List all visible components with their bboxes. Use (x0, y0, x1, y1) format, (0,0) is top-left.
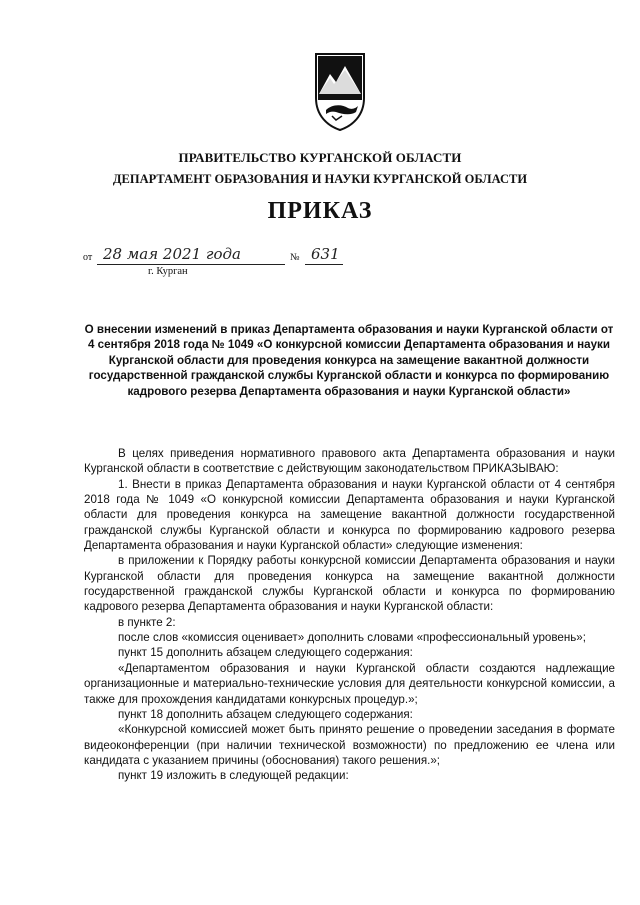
date-underline (97, 264, 285, 265)
city-label: г. Курган (148, 266, 188, 277)
handwritten-date: 28 мая 2021 года (103, 245, 241, 263)
handwritten-number: 631 (311, 245, 340, 263)
point-18-label: пункт 18 дополнить абзацем следующего содержания: (118, 707, 413, 721)
item-1-paragraph: 1. Внести в приказ Департамента образования и науки Курганской области от 4 сентября 2018 года № 1049 «О конкурсной комиссии Департамента образования и науки Курганской области для проведения конкурса на замещение вакантной должности государственной гражданской службы Курганской области и конкурса по формированию кадрового резерва Департамента образования и науки Курганской области» следующие изменения: (84, 477, 615, 553)
number-label: № (290, 252, 300, 263)
point-15-text: «Департаментом образования и науки Курганской области создаются надлежащие организационные и материально-технические условия для деятельности конкурсной комиссии, а также для прохождения кандидатами конкурсных процедур.»; (84, 661, 615, 706)
coat-of-arms-icon (312, 50, 368, 132)
point-15-label: пункт 15 дополнить абзацем следующего содержания: (118, 646, 413, 660)
number-underline (305, 264, 343, 265)
department-name: ДЕПАРТАМЕНТ ОБРАЗОВАНИЯ И НАУКИ КУРГАНСКОЙ ОБЛАСТИ (112, 172, 528, 186)
organization-name: ПРАВИТЕЛЬСТВО КУРГАНСКОЙ ОБЛАСТИ (178, 150, 462, 165)
point-19-label: пункт 19 изложить в следующей редакции: (118, 769, 349, 783)
date-from-label: от (83, 252, 93, 263)
date-number-line (83, 242, 383, 268)
intro-paragraph: В целях приведения нормативного правового акта Департамента образования и науки Курганской области в соответствие с действующим законодательством ПРИКАЗЫВАЮ: (84, 447, 615, 476)
document-body (84, 446, 615, 784)
point-2-text: после слов «комиссия оценивает» дополнить словами «профессиональный уровень»; (118, 631, 586, 645)
document-type-title: ПРИКАЗ (267, 198, 373, 224)
annex-paragraph: в приложении к Порядку работы конкурсной комиссии Департамента образования и науки Курганской области для проведения конкурса на замещение вакантной должности государственной гражданской службы Курганской области и конкурса по формированию кадрового резерва Департамента образования и науки Курганской области: (84, 554, 615, 614)
point-18-text: «Конкурсной комиссией может быть принято решение о проведении заседания в формате видеоконференции (при наличии технической возможности) по предложению ее члена или кандидата с указанием причины (обоснования) такого решения.»; (84, 723, 615, 767)
point-2-label: в пункте 2: (118, 615, 176, 629)
document-subject: О внесении изменений в приказ Департамента образования и науки Курганской области от 4 сентября 2018 года № 1049 «О конкурсной комиссии Департамента образования и науки Курганской области для проведения конкурса на замещение вакантной должности государственной гражданской службы Курганской области и конкурса по формированию кадрового резерва Департамента образования и науки Курганской области» (84, 323, 614, 398)
